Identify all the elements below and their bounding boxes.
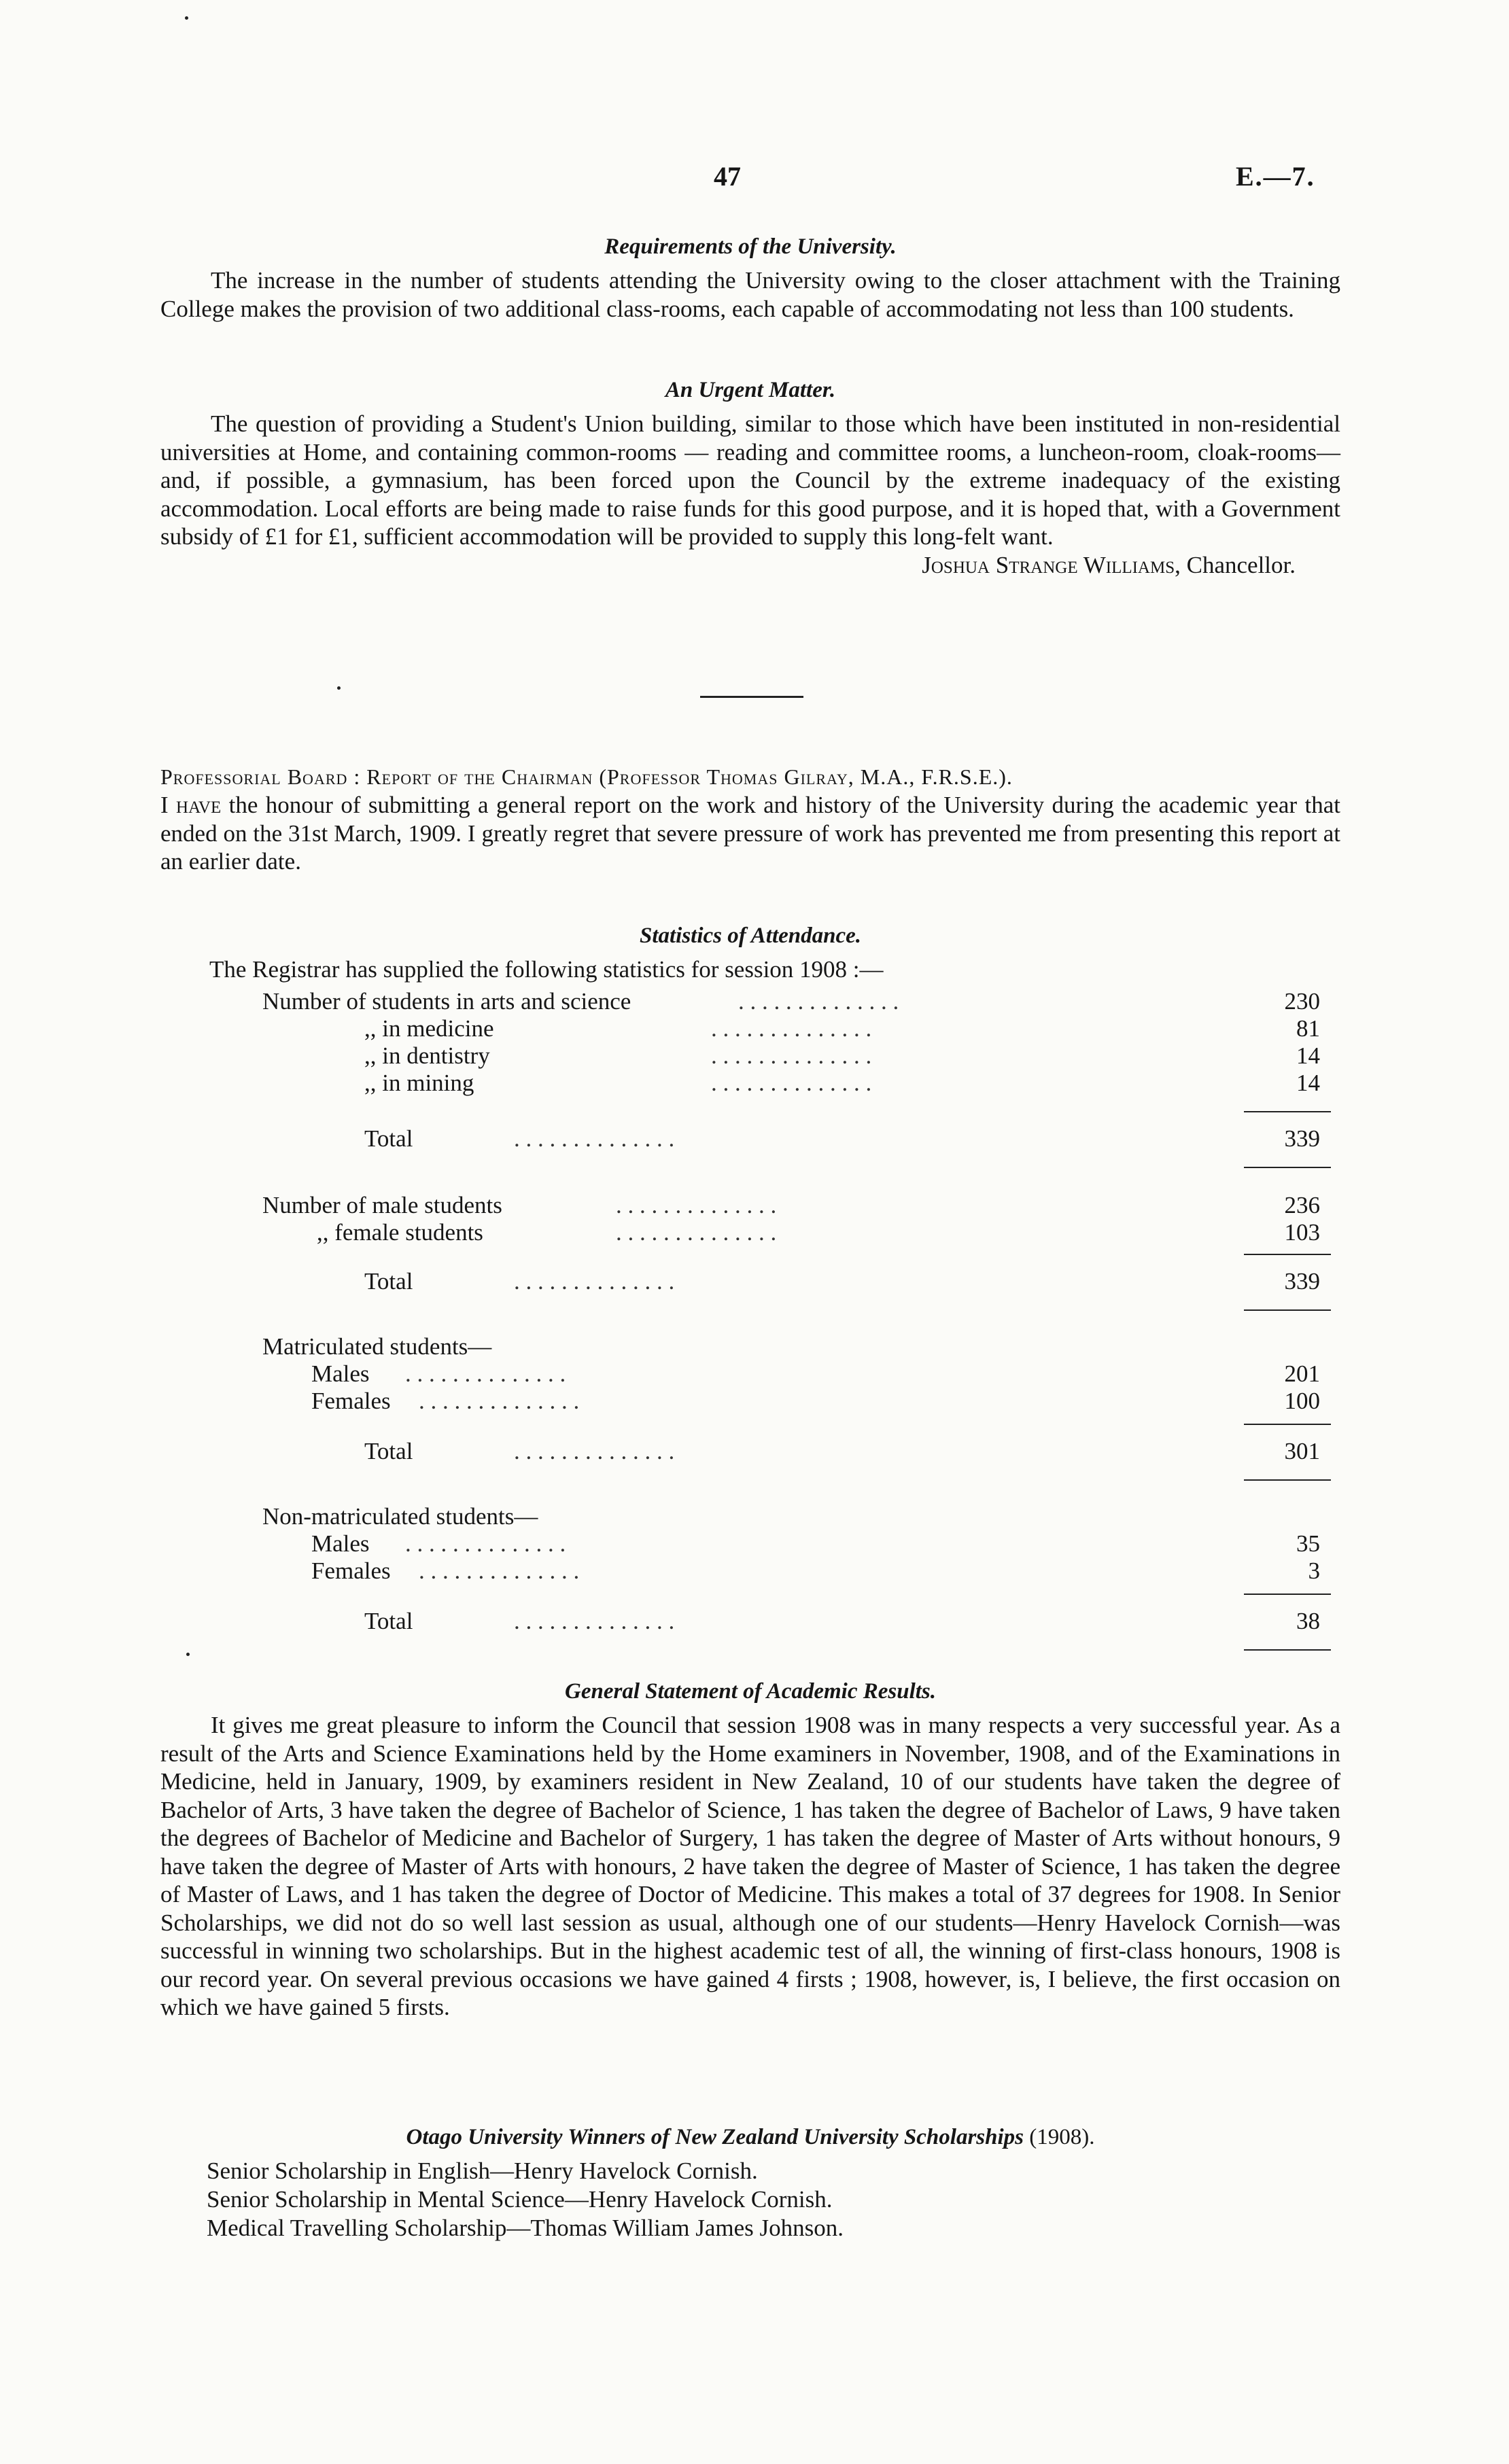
stat-value: 35	[1296, 1530, 1320, 1557]
stat-value: 339	[1284, 1125, 1320, 1152]
sum-line	[1244, 1424, 1331, 1425]
stat-row	[160, 1042, 1340, 1070]
section-heading: Requirements of the University.	[604, 234, 897, 259]
page-header	[0, 160, 1509, 201]
page-number: 47	[714, 161, 741, 192]
sum-line	[1244, 1649, 1331, 1651]
stat-value: 301	[1284, 1438, 1320, 1464]
stat-row	[160, 1191, 1340, 1219]
stat-value: 14	[1296, 1070, 1320, 1096]
stat-row-total	[160, 1267, 1340, 1295]
scholarships-heading-text: Otago University Winners of New Zealand University Scholarships	[406, 2125, 1024, 2149]
section-requirements	[160, 232, 1340, 323]
stat-value: 14	[1296, 1042, 1320, 1069]
stat-value: 201	[1284, 1360, 1320, 1387]
signature	[160, 551, 1340, 580]
stat-row	[160, 1218, 1340, 1246]
report-section	[160, 762, 1340, 876]
report-title: Professorial Board : Report of the Chairman (Professor Thomas Gilray, M.A., F.R.S.E.).	[160, 764, 1013, 789]
sum-line	[1244, 1111, 1331, 1112]
stat-value: 230	[1284, 988, 1320, 1015]
stat-row	[160, 1015, 1340, 1042]
scholarships-section	[160, 2123, 1340, 2242]
dot-leader: . . . . . . . . . . . . . .	[616, 1192, 777, 1218]
statistics-section	[160, 921, 1340, 984]
stat-label: Number of students in arts and science	[262, 988, 631, 1015]
sum-line	[1244, 1167, 1331, 1168]
section-divider	[700, 696, 803, 698]
dot-leader: . . . . . . . . . . . . . .	[514, 1438, 675, 1464]
sum-line	[1244, 1254, 1331, 1255]
stat-value: 103	[1284, 1219, 1320, 1246]
dot-leader: . . . . . . . . . . . . . .	[711, 1015, 872, 1042]
scholarships-heading-year: (1908).	[1024, 2125, 1095, 2149]
speck-mark	[185, 16, 188, 20]
paragraph: The increase in the number of students attending the University owing to the closer attachment with the Training College makes the provision of two additional class-rooms, each capable of accommodating not less than 100 students.	[160, 267, 1340, 322]
scholarship-item: Medical Travelling Scholarship—Thomas William James Johnson.	[207, 2215, 844, 2241]
stat-row-total	[160, 1437, 1340, 1465]
stat-value: 38	[1296, 1608, 1320, 1634]
statistics-heading: Statistics of Attendance.	[639, 923, 862, 948]
stat-label: Number of male students	[262, 1192, 502, 1218]
stat-label: ,, in dentistry	[364, 1042, 490, 1069]
stat-row-total	[160, 1125, 1340, 1152]
dot-leader: . . . . . . . . . . . . . .	[514, 1268, 675, 1295]
dot-leader: . . . . . . . . . . . . . .	[711, 1042, 872, 1069]
sum-line	[1244, 1479, 1331, 1481]
intro-text: the honour of submitting a general report on the work and history of the University during the academic year that ended on the 31st March, 1909. I greatly regret that severe pressure of work has prevented me from presenting this report at an earlier date.	[160, 792, 1340, 875]
scholarships-heading	[160, 2123, 1340, 2151]
stat-row	[160, 1530, 1340, 1557]
stat-value: 81	[1296, 1015, 1320, 1042]
stat-label: Females	[311, 1557, 391, 1584]
stat-label: ,, in medicine	[364, 1015, 494, 1042]
stat-label: Males	[311, 1530, 370, 1557]
dot-leader: . . . . . . . . . . . . . .	[514, 1125, 675, 1152]
stat-row	[160, 1069, 1340, 1097]
stat-label: Non-matriculated students—	[262, 1503, 538, 1530]
dot-leader: . . . . . . . . . . . . . .	[405, 1530, 566, 1557]
stat-label: Total	[364, 1125, 413, 1152]
stat-row-total	[160, 1607, 1340, 1635]
results-heading: General Statement of Academic Results.	[565, 1679, 936, 1704]
stat-label: ,, female students	[317, 1219, 483, 1246]
stat-row	[160, 1557, 1340, 1585]
dot-leader: . . . . . . . . . . . . . .	[419, 1557, 580, 1584]
stat-value: 100	[1284, 1388, 1320, 1414]
section-urgent-matter	[160, 376, 1340, 580]
dot-leader: . . . . . . . . . . . . . .	[738, 988, 899, 1015]
sum-line	[1244, 1309, 1331, 1311]
stat-group-heading	[160, 1333, 1340, 1360]
stat-label: Matriculated students—	[262, 1333, 492, 1360]
sum-line	[1244, 1594, 1331, 1595]
stat-label: Total	[364, 1438, 413, 1464]
stat-label: Total	[364, 1268, 413, 1295]
signature-title: , Chancellor.	[1175, 551, 1296, 578]
dot-leader: . . . . . . . . . . . . . .	[616, 1219, 777, 1246]
stat-label: Total	[364, 1608, 413, 1634]
intro-lead: I have	[160, 792, 222, 818]
section-heading: An Urgent Matter.	[665, 378, 836, 402]
statistics-intro: The Registrar has supplied the following statistics for session 1908 :—	[209, 956, 884, 983]
stat-row	[160, 1387, 1340, 1415]
signature-name: Joshua Strange Williams	[922, 551, 1175, 578]
speck-mark	[337, 686, 341, 690]
paragraph	[160, 791, 1340, 876]
stat-group-heading	[160, 1502, 1340, 1530]
paragraph: It gives me great pleasure to inform the Council that session 1908 was in many respects a very successful year. As a result of the Arts and Science Examinations held by the Home examiners in November, 1908, and of the Examinations in Medicine, held in January, 1909, by examiners resident in New Zealand, 10 of our students have taken the degree of Bachelor of Arts, 3 have taken the degree of Bachelor of Science, 1 has taken the degree of Bachelor of Laws, 9 have taken the degrees of Bachelor of Medicine and Bachelor of Surgery, 1 has taken the degree of Master of Arts without honours, 9 have taken the degree of Master of Arts with honours, 2 have taken the degree of Master of Science, 1 has taken the degree of Master of Laws, and 1 has taken the degree of Doctor of Medicine. This makes a total of 37 degrees for 1908. In Senior Scholarships, we did not do so well last session as usual, although one of our students—Henry Havelock Cornish—was successful in winning two scholarships. But in the highest academic test of all, the winning of first-class honours, 1908 is our record year. On several previous occasions we have gained 4 firsts ; 1908, however, is, I believe, the first occasion on which we have gained 5 firsts.	[160, 1712, 1340, 2020]
speck-mark	[186, 1653, 190, 1656]
stat-label: Males	[311, 1360, 370, 1387]
stat-value: 236	[1284, 1192, 1320, 1218]
dot-leader: . . . . . . . . . . . . . .	[419, 1388, 580, 1414]
dot-leader: . . . . . . . . . . . . . .	[711, 1070, 872, 1096]
stat-row	[160, 1360, 1340, 1388]
scholarship-item: Senior Scholarship in English—Henry Havelock Cornish.	[207, 2158, 758, 2184]
scholarship-item: Senior Scholarship in Mental Science—Henry Havelock Cornish.	[207, 2186, 833, 2213]
stat-label: ,, in mining	[364, 1070, 474, 1096]
stat-row	[160, 987, 1340, 1015]
dot-leader: . . . . . . . . . . . . . .	[514, 1608, 675, 1634]
results-section	[160, 1677, 1340, 2022]
paragraph: The question of providing a Student's Union building, similar to those which have been instituted in non-residential universities at Home, and containing common-rooms — reading and committee rooms, a luncheon-room, cloak-rooms—and, if possible, a gymnasium, has been forced upon the Council by the extreme inadequacy of the existing accommodation. Local efforts are being made to raise funds for this good purpose, and it is hoped that, with a Government subsidy of £1 for £1, sufficient accommodation will be provided to supply this long-felt want.	[160, 410, 1340, 550]
dot-leader: . . . . . . . . . . . . . .	[405, 1360, 566, 1387]
stat-label: Females	[311, 1388, 391, 1414]
document-code: E.—7.	[1236, 161, 1315, 192]
stat-value: 3	[1308, 1557, 1320, 1584]
stat-value: 339	[1284, 1268, 1320, 1295]
